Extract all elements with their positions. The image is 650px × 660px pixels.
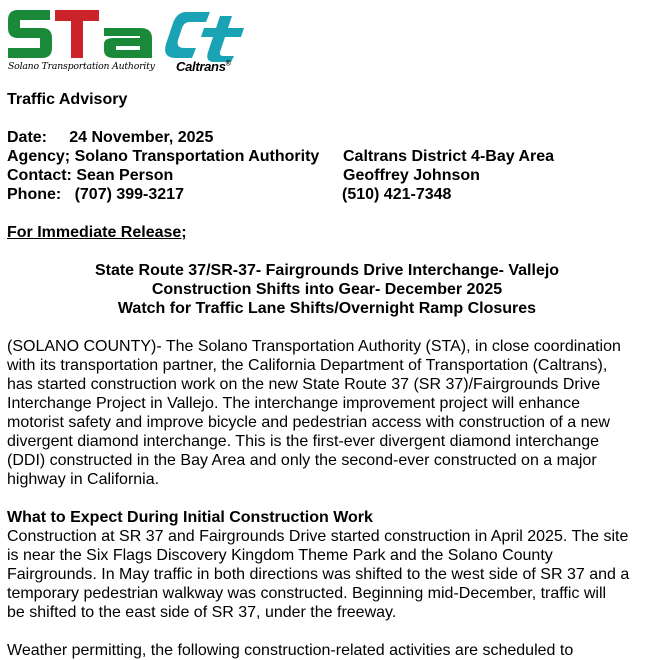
release-notice: For Immediate Release; (7, 224, 187, 241)
contact-label: Contact: (7, 167, 72, 184)
date-value: 24 November, 2025 (69, 129, 214, 146)
date-row (7, 128, 647, 147)
agency2-value: Caltrans District 4-Bay Area (343, 148, 555, 165)
date-label: Date: (7, 129, 48, 146)
section-line: is near the Six Flags Discovery Kingdom Theme Park and the Solano County (7, 547, 553, 564)
phone-label: Phone: (7, 186, 62, 203)
final-line: Weather permitting, the following construction-related activities are scheduled to (7, 642, 574, 659)
registered-mark: ® (225, 60, 231, 68)
section-line: Fairgrounds. In May traffic in both directions was shifted to the west side of SR 37 and a (7, 566, 630, 583)
section-line: Construction at SR 37 and Fairgrounds Drive started construction in April 2025. The site (7, 528, 629, 545)
intro-line: (DDI) constructed in the Bay Area and only the second-ever constructed on a major (7, 452, 597, 469)
intro-line: (SOLANO COUNTY)- The Solano Transportation Authority (STA), in close coordination (7, 338, 621, 355)
sta-tagline: Solano Transportation Authority (8, 61, 155, 72)
contact-value: Sean Person (76, 167, 174, 184)
contact-row (7, 166, 647, 185)
sta-logo-mark (8, 8, 154, 58)
intro-line: highway in California. (7, 471, 160, 488)
intro-line: motorist safety and improve bicycle and pedestrian access with construction of a new (7, 414, 610, 431)
section-line: be shifted to the east side of SR 37, under the freeway. (7, 604, 397, 621)
sta-letter-s (8, 10, 52, 58)
intro-line: divergent diamond interchange. This is the first-ever divergent diamond interchange (7, 433, 600, 450)
advisory-title: Traffic Advisory (7, 91, 128, 108)
phone-value: (707) 399-3217 (74, 186, 184, 203)
intro-line: with its transportation partner, the California Department of Transportation (Caltrans), (7, 357, 608, 374)
section-paragraph (7, 527, 643, 622)
sta-logo (6, 6, 156, 76)
phone2-value: (510) 421-7348 (342, 186, 452, 203)
intro-paragraph (7, 337, 643, 489)
intro-line: Interchange Project in Vallejo. The interchange improvement project will enhance (7, 395, 581, 412)
headline-line-1: State Route 37/SR-37- Fairgrounds Drive Interchange- Vallejo (94, 262, 560, 279)
sta-letter-a (104, 28, 152, 58)
headline-line-2: Construction Shifts into Gear- December 2025 (151, 281, 503, 298)
sta-letter-t-bar (55, 10, 99, 21)
advisory-document (7, 90, 647, 660)
caltrans-wordmark-text: Caltrans (176, 59, 226, 74)
section-heading: What to Expect During Initial Construction Work (7, 509, 373, 526)
agency-value: Solano Transportation Authority (74, 148, 320, 165)
caltrans-ct-mark (164, 10, 248, 62)
caltrans-t-shape (201, 16, 244, 62)
agency-label: Agency; (7, 148, 71, 165)
agency-row (7, 147, 647, 166)
phone-row (7, 185, 647, 204)
headline-line-3: Watch for Traffic Lane Shifts/Overnight Ramp Closures (117, 300, 537, 317)
intro-line: has started construction work on the new State Route 37 (SR 37)/Fairgrounds Drive (7, 376, 601, 393)
contact2-value: Geoffrey Johnson (343, 167, 480, 184)
section-line: temporary pedestrian walkway was constructed. Beginning mid-December, traffic will (7, 585, 607, 602)
logo-bar (6, 6, 246, 76)
sta-letter-t-stem (71, 21, 83, 58)
caltrans-logo (164, 6, 252, 76)
caltrans-wordmark (176, 59, 230, 74)
